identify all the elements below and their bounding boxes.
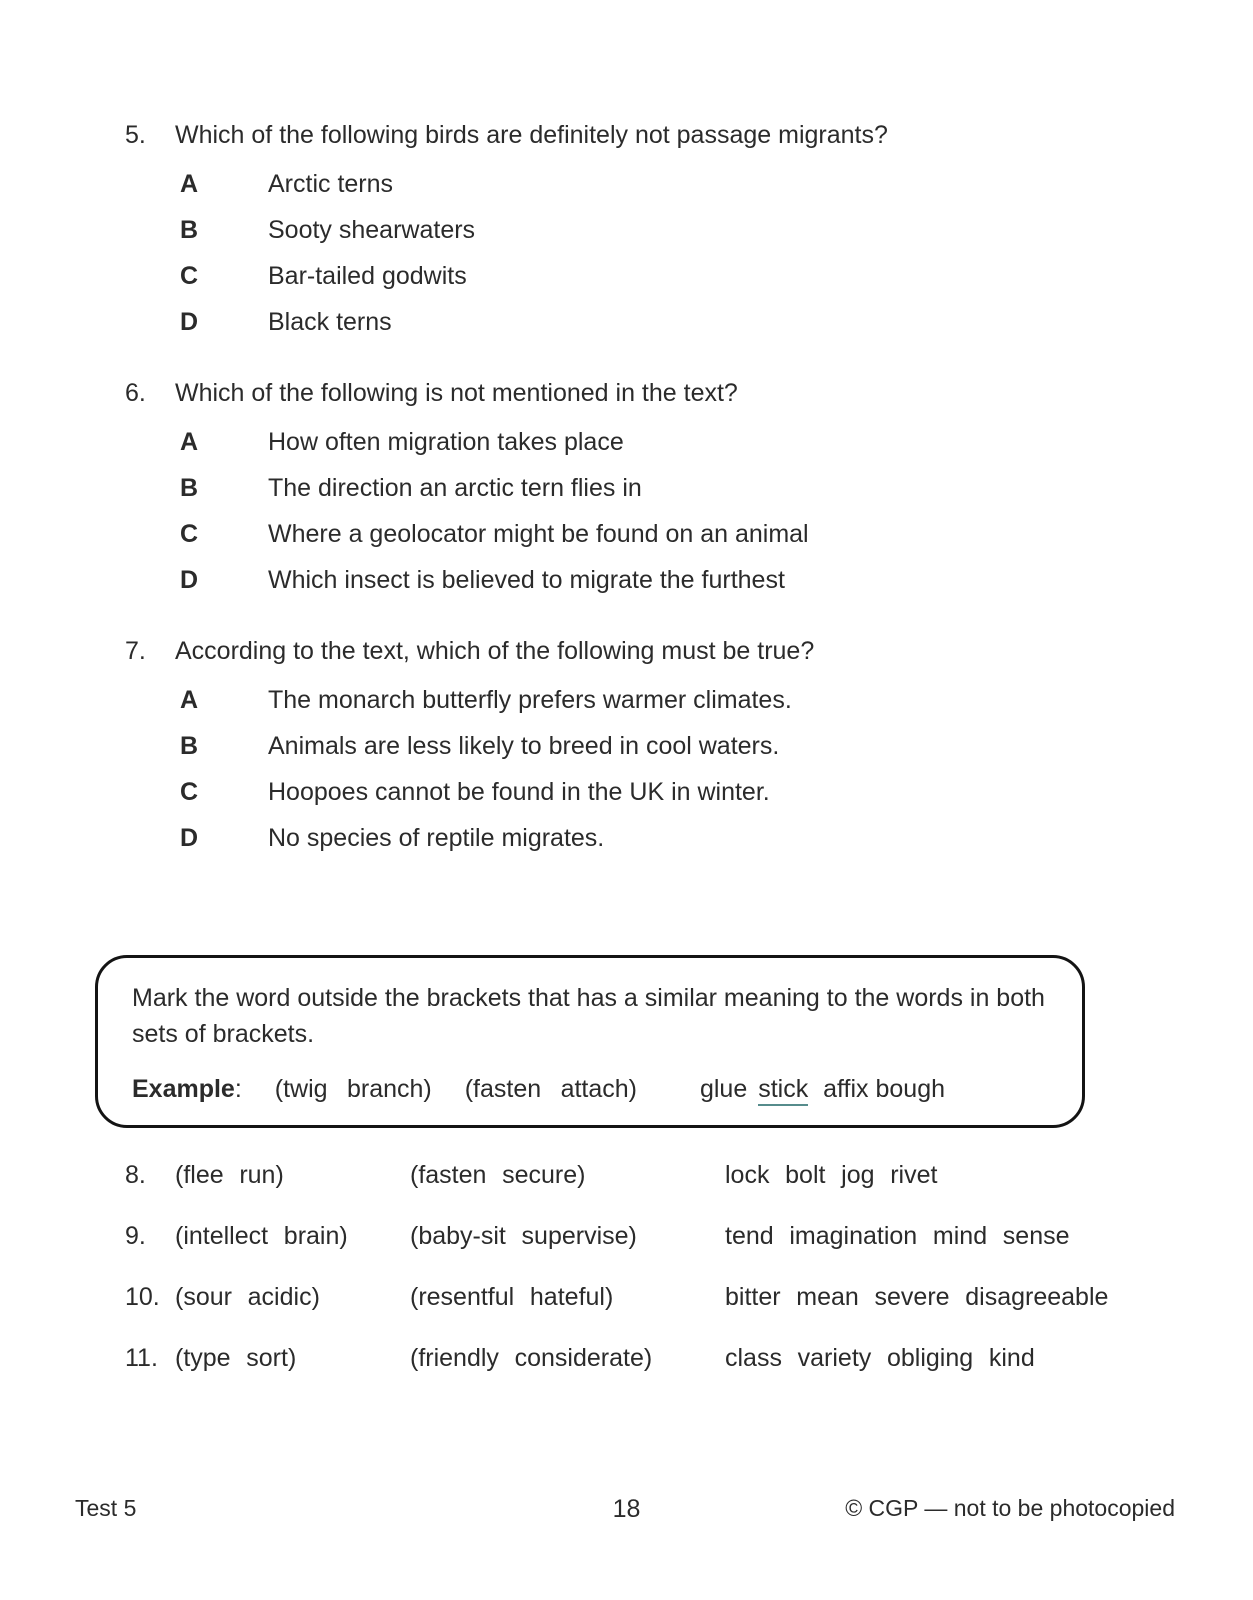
option-text: Sooty shearwaters	[268, 216, 476, 244]
instruction-box	[95, 955, 1085, 1128]
option-letter: C	[180, 520, 199, 548]
example-underlined-answer: stick	[758, 1075, 808, 1106]
page-footer	[0, 1495, 1253, 1525]
option-text: Animals are less likely to breed in cool waters.	[268, 732, 780, 760]
answer-word-choices: class variety obliging kind	[725, 1344, 1035, 1372]
question-6-line	[125, 376, 1173, 410]
question-text: According to the text, which of the following must be true?	[175, 637, 815, 665]
question-5	[125, 118, 1173, 336]
option-letter: A	[180, 686, 199, 714]
option-letter: C	[180, 778, 199, 806]
example-bracket-2: (fasten attach)	[464, 1075, 638, 1103]
option-c	[125, 520, 1173, 548]
question-text: Which of the following birds are definitely not passage migrants?	[175, 121, 888, 149]
option-text: No species of reptile migrates.	[268, 824, 605, 852]
option-text: Black terns	[268, 308, 392, 336]
option-text: Which insect is believed to migrate the furthest	[268, 566, 785, 594]
option-letter: A	[180, 428, 199, 456]
bracket-set-2: (resentful hateful)	[410, 1283, 614, 1311]
bracket-set-2: (baby-sit supervise)	[410, 1222, 637, 1250]
option-letter: B	[180, 732, 199, 760]
option-letter: B	[180, 216, 199, 244]
option-b	[125, 732, 1173, 760]
option-letter: D	[180, 566, 199, 594]
example-label: Example	[132, 1075, 235, 1103]
question-6	[125, 376, 1173, 594]
copyright-notice: © CGP — not to be photocopied	[845, 1495, 1175, 1521]
bracket-question-list	[125, 1160, 1193, 1404]
page-number: 18	[612, 1495, 641, 1523]
question-number: 10.	[125, 1283, 160, 1311]
bracket-set-1: (intellect brain)	[175, 1222, 348, 1250]
option-a	[125, 428, 1173, 456]
option-c	[125, 778, 1173, 806]
bracket-set-1: (flee run)	[175, 1161, 284, 1189]
question-number: 6.	[125, 379, 146, 407]
option-text: Where a geolocator might be found on an animal	[268, 520, 809, 548]
option-text: The monarch butterfly prefers warmer climates.	[268, 686, 792, 714]
option-text: Arctic terns	[268, 170, 394, 198]
option-d	[125, 824, 1173, 852]
option-letter: B	[180, 474, 199, 502]
question-number: 8.	[125, 1161, 146, 1189]
option-text: Hoopoes cannot be found in the UK in winter.	[268, 778, 770, 806]
test-label: Test 5	[75, 1495, 137, 1521]
option-a	[125, 686, 1173, 714]
example-line	[132, 1074, 1048, 1104]
example-colon: :	[234, 1075, 242, 1103]
bracket-question-9	[125, 1221, 1193, 1251]
bracket-set-2: (friendly considerate)	[410, 1344, 653, 1372]
question-number: 9.	[125, 1222, 146, 1250]
option-text: The direction an arctic tern flies in	[268, 474, 642, 502]
option-d	[125, 308, 1173, 336]
instruction-text: Mark the word outside the brackets that has a similar meaning to the words in both sets of brackets.	[132, 984, 1045, 1048]
question-number: 7.	[125, 637, 146, 665]
question-7-line	[125, 634, 1173, 668]
option-a	[125, 170, 1173, 198]
question-number: 11.	[125, 1344, 158, 1372]
bracket-question-11	[125, 1343, 1193, 1373]
option-c	[125, 262, 1173, 290]
bracket-question-8	[125, 1160, 1193, 1190]
example-words-after: affix bough	[823, 1075, 946, 1103]
bracket-set-1: (sour acidic)	[175, 1283, 320, 1311]
option-letter: D	[180, 308, 199, 336]
option-b	[125, 474, 1173, 502]
option-letter: A	[180, 170, 199, 198]
question-5-line	[125, 118, 1173, 152]
option-d	[125, 566, 1173, 594]
example-word-before: glue	[699, 1075, 748, 1103]
option-letter: D	[180, 824, 199, 852]
answer-word-choices: lock bolt jog rivet	[725, 1161, 938, 1189]
question-number: 5.	[125, 121, 146, 149]
option-text: Bar-tailed godwits	[268, 262, 467, 290]
example-bracket-1: (twig branch)	[274, 1075, 432, 1103]
answer-word-choices: bitter mean severe disagreeable	[725, 1283, 1109, 1311]
option-text: How often migration takes place	[268, 428, 624, 456]
answer-word-choices: tend imagination mind sense	[725, 1222, 1070, 1250]
question-text: Which of the following is not mentioned in the text?	[175, 379, 738, 407]
bracket-set-1: (type sort)	[175, 1344, 297, 1372]
bracket-set-2: (fasten secure)	[410, 1161, 586, 1189]
question-7	[125, 634, 1173, 852]
option-letter: C	[180, 262, 199, 290]
bracket-question-10	[125, 1282, 1193, 1312]
option-b	[125, 216, 1173, 244]
